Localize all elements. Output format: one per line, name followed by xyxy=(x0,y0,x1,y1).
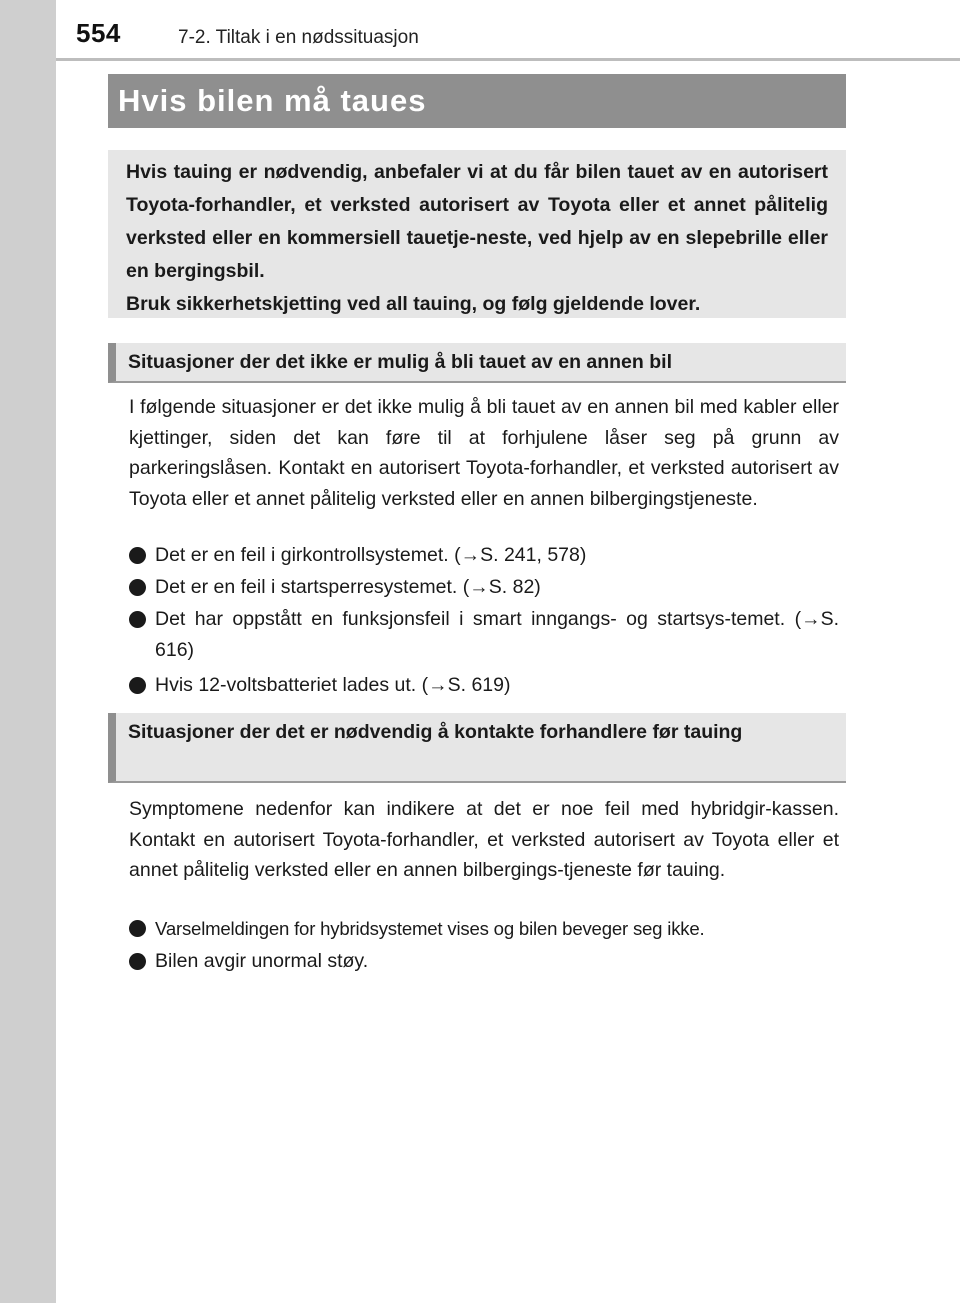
section-heading-text: Situasjoner der det er nødvendig å kontakte forhandlere før tauing xyxy=(128,721,743,743)
page-title: Hvis bilen må taues xyxy=(118,83,427,118)
page-title-bar xyxy=(108,74,846,128)
side-margin-strip xyxy=(0,0,56,1303)
list-item xyxy=(129,913,839,944)
intro-text-line2: Bruk sikkerhetskjetting ved all tauing, og følg gjeldende lover. xyxy=(126,293,701,315)
section-label: 7-2. Tiltak i en nødssituasjon xyxy=(178,27,419,48)
page-number: 554 xyxy=(76,18,121,48)
header-divider xyxy=(56,58,960,61)
list-item-text: Hvis 12-voltsbatteriet lades ut. (→S. 619) xyxy=(155,674,511,696)
bullet-icon xyxy=(129,920,146,937)
section-heading-no-towing xyxy=(108,343,846,383)
intro-box xyxy=(108,150,846,318)
list-item xyxy=(129,946,839,977)
list-item xyxy=(129,604,839,666)
list-item-text: Det er en feil i girkontrollsystemet. (→S. 241, 578) xyxy=(155,544,587,566)
intro-text: Hvis tauing er nødvendig, anbefaler vi at du får bilen tauet av en autorisert Toyota-forhandler, et verksted autorisert av Toyota eller et annet pålitelig verksted eller en kommersiell tauetje-neste, ved hjelp av en slepebrille eller en bergingsbil. xyxy=(126,161,828,282)
bullet-icon xyxy=(129,677,146,694)
section1-paragraph: I følgende situasjoner er det ikke mulig å bli tauet av en annen bil med kabler eller kjettinger, siden det kan føre til at forhjulene låser seg på grunn av parkeringslåsen. Kontakt en autorisert Toyota-forhandler, et verksted autorisert av Toyota eller et annet pålitelig verksted eller en annen bilbergingstjeneste. xyxy=(129,396,839,510)
list-item-text: Varselmeldingen for hybridsystemet vises og bilen beveger seg ikke. xyxy=(155,918,705,939)
bullet-icon xyxy=(129,611,146,628)
section2-paragraph: Symptomene nedenfor kan indikere at det er noe feil med hybridgir-kassen. Kontakt en autorisert Toyota-forhandler, et verksted autorisert av Toyota eller et annet pålitelig verksted eller en annen bilbergings-tjeneste før tauing. xyxy=(129,798,839,881)
list-item-text: Det har oppstått en funksjonsfeil i smart inngangs- og startsys-temet. (→S. 616) xyxy=(155,608,839,661)
bullet-icon xyxy=(129,579,146,596)
list-item xyxy=(129,572,839,603)
list-item xyxy=(129,540,839,571)
section-heading-text: Situasjoner der det ikke er mulig å bli tauet av en annen bil xyxy=(128,351,672,373)
bullet-icon xyxy=(129,953,146,970)
list-item-text: Det er en feil i startsperresystemet. (→S. 82) xyxy=(155,576,541,598)
section-heading-contact-dealer xyxy=(108,713,846,783)
list-item-text: Bilen avgir unormal støy. xyxy=(155,950,369,972)
bullet-icon xyxy=(129,547,146,564)
list-item xyxy=(129,670,839,701)
